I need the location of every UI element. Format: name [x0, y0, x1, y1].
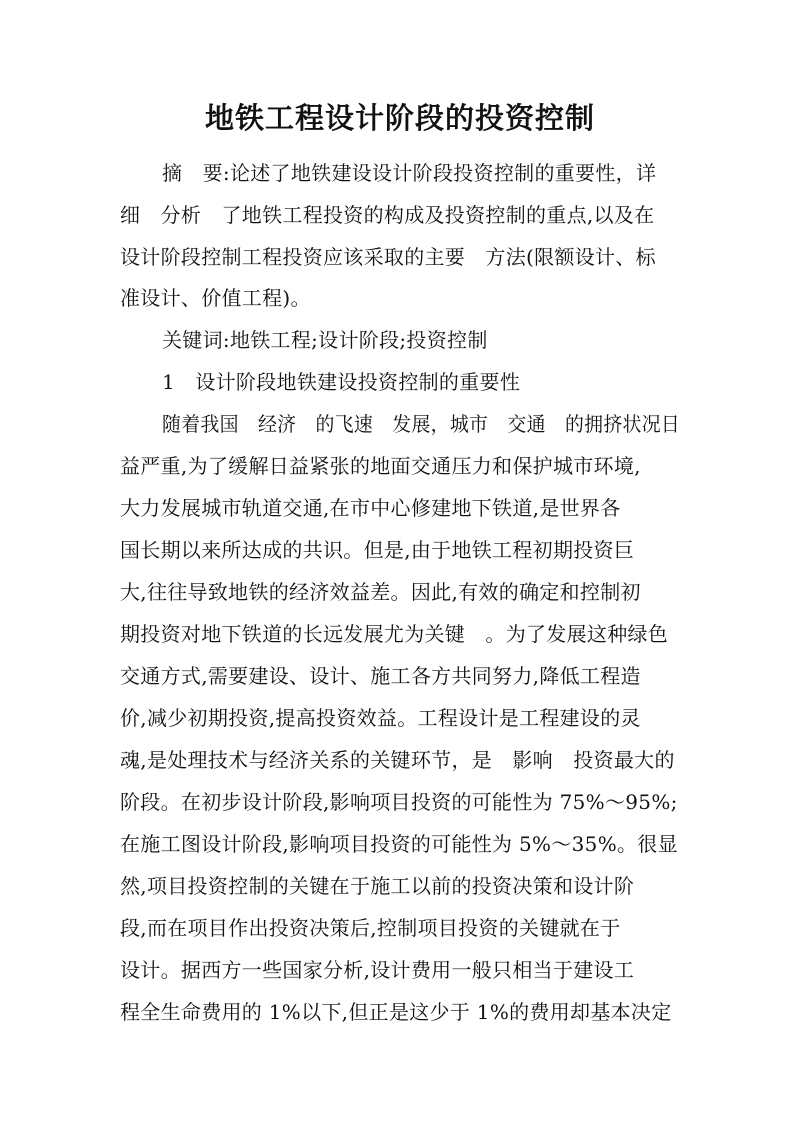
body-line-8: 价,减少初期投资,提高投资效益。工程设计是工程建设的灵 [120, 706, 641, 730]
body-line-14: 设计。据西方一些国家分析,设计费用一般只相当于建设工 [120, 958, 635, 982]
keywords-line: 关键词:地铁工程;设计阶段;投资控制 [162, 328, 488, 352]
body-line-10: 阶段。在初步设计阶段,影响项目投资的可能性为 75%～95%; [120, 790, 678, 814]
body-line-11: 在施工图设计阶段,影响项目投资的可能性为 5%～35%。很显 [120, 832, 678, 856]
body-line-7: 交通方式,需要建设、设计、施工各方共同努力,降低工程造 [120, 664, 641, 688]
body-line-12: 然,项目投资控制的关键在于施工以前的投资决策和设计阶 [120, 874, 635, 898]
abstract-line-3: 设计阶段控制工程投资应该采取的主要 方法(限额设计、标 [120, 245, 656, 269]
body-line-2: 益严重,为了缓解日益紧张的地面交通压力和保护城市环境, [120, 454, 641, 478]
abstract-line-4: 准设计、价值工程)。 [120, 286, 311, 310]
body-line-4: 国长期以来所达成的共识。但是,由于地铁工程初期投资巨 [120, 538, 635, 562]
abstract-line-1: 摘 要:论述了地铁建设设计阶段投资控制的重要性，详 [162, 161, 657, 185]
body-line-3: 大力发展城市轨道交通,在市中心修建地下铁道,是世界各 [120, 496, 621, 520]
body-line-5: 大,往往导致地铁的经济效益差。因此,有效的确定和控制初 [120, 580, 641, 604]
abstract-line-2: 细 分析 了地铁工程投资的构成及投资控制的重点,以及在 [120, 203, 655, 227]
body-line-1: 随着我国 经济 的飞速 发展，城市 交通 的拥挤状况日 [162, 412, 681, 436]
section-heading: 1 设计阶段地铁建设投资控制的重要性 [162, 370, 521, 394]
document-title: 地铁工程设计阶段的投资控制 [204, 101, 595, 135]
body-line-13: 段,而在项目作出投资决策后,控制项目投资的关键就在于 [120, 916, 621, 940]
body-line-15: 程全生命费用的 1%以下,但正是这少于 1%的费用却基本决定 [120, 1000, 672, 1024]
body-line-9: 魂,是处理技术与经济关系的关键环节，是 影响 投资最大的 [120, 748, 675, 772]
body-line-6: 期投资对地下铁道的长远发展尤为关键 。为了发展这种绿色 [120, 622, 669, 646]
